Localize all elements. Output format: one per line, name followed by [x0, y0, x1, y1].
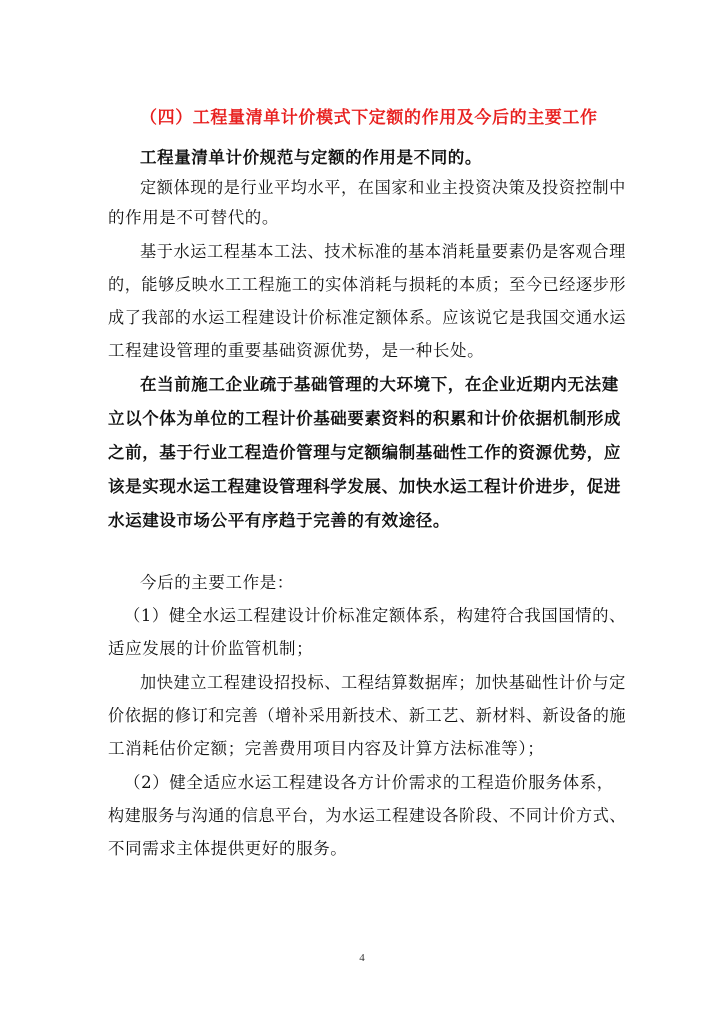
para3-line: 该是实现水运工程建设管理科学发展、加快水运工程计价进步，促进 — [108, 477, 621, 496]
para3-line: 立以个体为单位的工程计价基础要素资料的积累和计价依据机制形成 — [108, 409, 621, 428]
para3-line: 在当前施工企业疏于基础管理的大环境下，在企业近期内无法建 — [140, 375, 619, 394]
para3-line: 之前，基于行业工程造价管理与定额编制基础性工作的资源优势，应 — [108, 443, 621, 462]
page-number: 4 — [359, 952, 365, 964]
item2-line: （2）健全适应水运工程建设各方计价需求的工程造价服务体系， — [124, 773, 614, 792]
para4-line: 价依据的修订和完善（增补采用新技术、新工艺、新材料、新设备的施 — [108, 706, 627, 725]
para1-line: 的作用是不可替代的。 — [108, 208, 279, 227]
para2-line: 工程建设管理的重要基础资源优势，是一种长处。 — [108, 341, 485, 360]
item2-line: 不同需求主体提供更好的服务。 — [108, 839, 348, 858]
para2-line: 成了我部的水运工程建设计价标准定额体系。应该说它是我国交通水运 — [108, 308, 627, 327]
future-work-title: 今后的主要工作是： — [140, 573, 294, 592]
para2-line: 基于水运工程基本工法、技术标准的基本消耗量要素仍是客观合理 — [140, 242, 626, 261]
item1-line: （1）健全水运工程建设计价标准定额体系，构建符合我国国情的、 — [124, 606, 626, 625]
item2-line: 构建服务与沟通的信息平台，为水运工程建设各阶段、不同计价方式、 — [108, 806, 627, 825]
para2-line: 的，能够反映水工工程施工的实体消耗与损耗的本质；至今已经逐步形 — [108, 275, 627, 294]
section-heading: （四）工程量清单计价模式下定额的作用及今后的主要工作 — [140, 108, 598, 128]
item1-line: 适应发展的计价监管机制； — [108, 639, 314, 658]
para4-line: 工消耗估价定额；完善费用项目内容及计算方法标准等）； — [108, 739, 545, 758]
para4-line: 加快建立工程建设招投标、工程结算数据库；加快基础性计价与定 — [140, 673, 626, 692]
para3-line: 水运建设市场公平有序趋于完善的有效途径。 — [108, 511, 450, 530]
para1-line: 定额体现的是行业平均水平，在国家和业主投资决策及投资控制中 — [140, 178, 626, 197]
subheading: 工程量清单计价规范与定额的作用是不同的。 — [140, 148, 482, 167]
